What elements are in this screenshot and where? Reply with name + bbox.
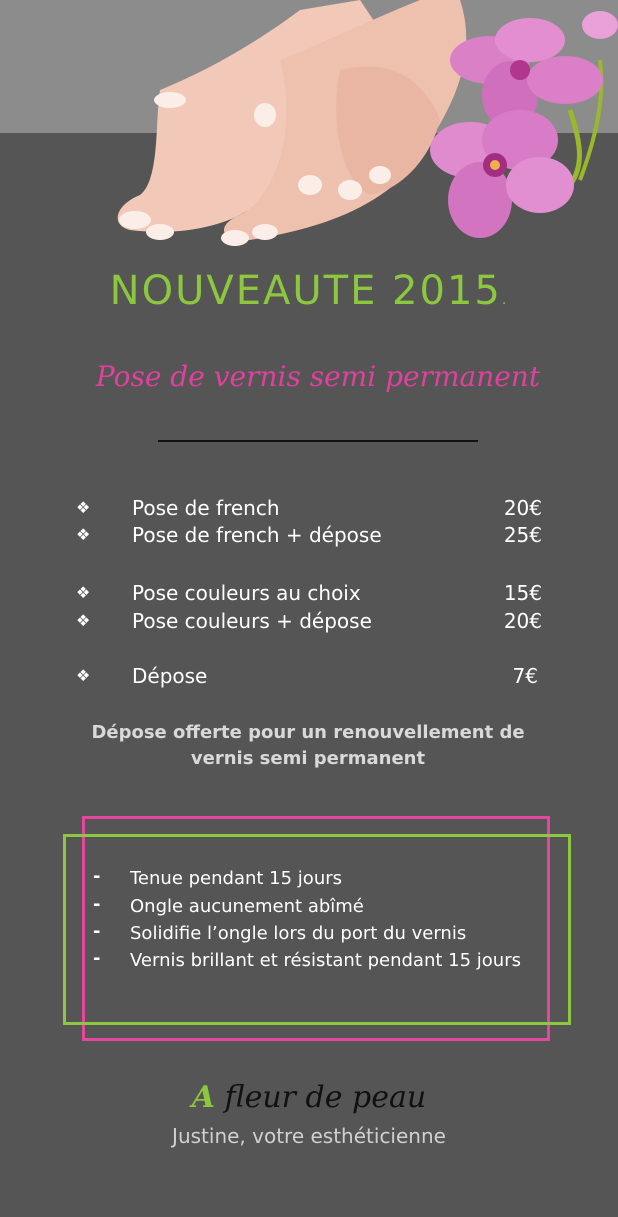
title-dot: .	[501, 292, 509, 308]
price-row	[0, 609, 618, 637]
hands-manicure-image	[118, 0, 467, 246]
price-value: 20€	[503, 496, 542, 520]
price-label: Pose de french + dépose	[132, 523, 382, 547]
dash-bullet: -	[93, 948, 101, 969]
price-value: 7€	[512, 664, 538, 688]
title-text: NOUVEAUTE 2015	[109, 268, 502, 314]
price-label: Pose couleurs au choix	[132, 581, 361, 605]
list-item	[0, 923, 618, 949]
subtitle: Pose de vernis semi permanent	[95, 360, 541, 393]
benefit-text: Ongle aucunement abîmé	[130, 896, 364, 917]
bullet-icon: ❖	[76, 525, 91, 544]
price-value: 15€	[503, 581, 542, 605]
hero-image	[100, 0, 618, 250]
price-value: 25€	[503, 523, 542, 547]
benefit-text: Vernis brillant et résistant pendant 15 jours	[130, 950, 521, 971]
brand-rest: fleur de peau	[215, 1080, 427, 1115]
price-label: Dépose	[132, 664, 208, 688]
dash-bullet: -	[93, 866, 101, 887]
bullet-icon: ❖	[76, 611, 91, 630]
brand-name	[0, 1080, 618, 1115]
divider-line	[158, 440, 478, 442]
offer-note: Dépose offerte pour un renouvellement de vernis semi permanent	[91, 722, 525, 769]
list-item	[0, 896, 618, 922]
price-row	[0, 496, 618, 524]
price-row	[0, 581, 618, 609]
dash-bullet: -	[93, 921, 101, 942]
tagline: Justine, votre esthéticienne	[172, 1124, 446, 1148]
page-title	[0, 268, 618, 314]
dash-bullet: -	[93, 894, 101, 915]
list-item	[0, 868, 618, 894]
brand-initial: A	[191, 1080, 216, 1115]
benefit-text: Solidifie l’ongle lors du port du vernis	[130, 923, 467, 944]
price-value: 20€	[503, 609, 542, 633]
bullet-icon: ❖	[76, 583, 91, 602]
price-row	[0, 523, 618, 551]
price-label: Pose couleurs + dépose	[132, 609, 372, 633]
price-label: Pose de french	[132, 496, 280, 520]
benefit-text: Tenue pendant 15 jours	[130, 868, 343, 889]
price-row	[0, 664, 618, 692]
bullet-icon: ❖	[76, 666, 91, 685]
bullet-icon: ❖	[76, 498, 91, 517]
list-item	[0, 950, 618, 976]
